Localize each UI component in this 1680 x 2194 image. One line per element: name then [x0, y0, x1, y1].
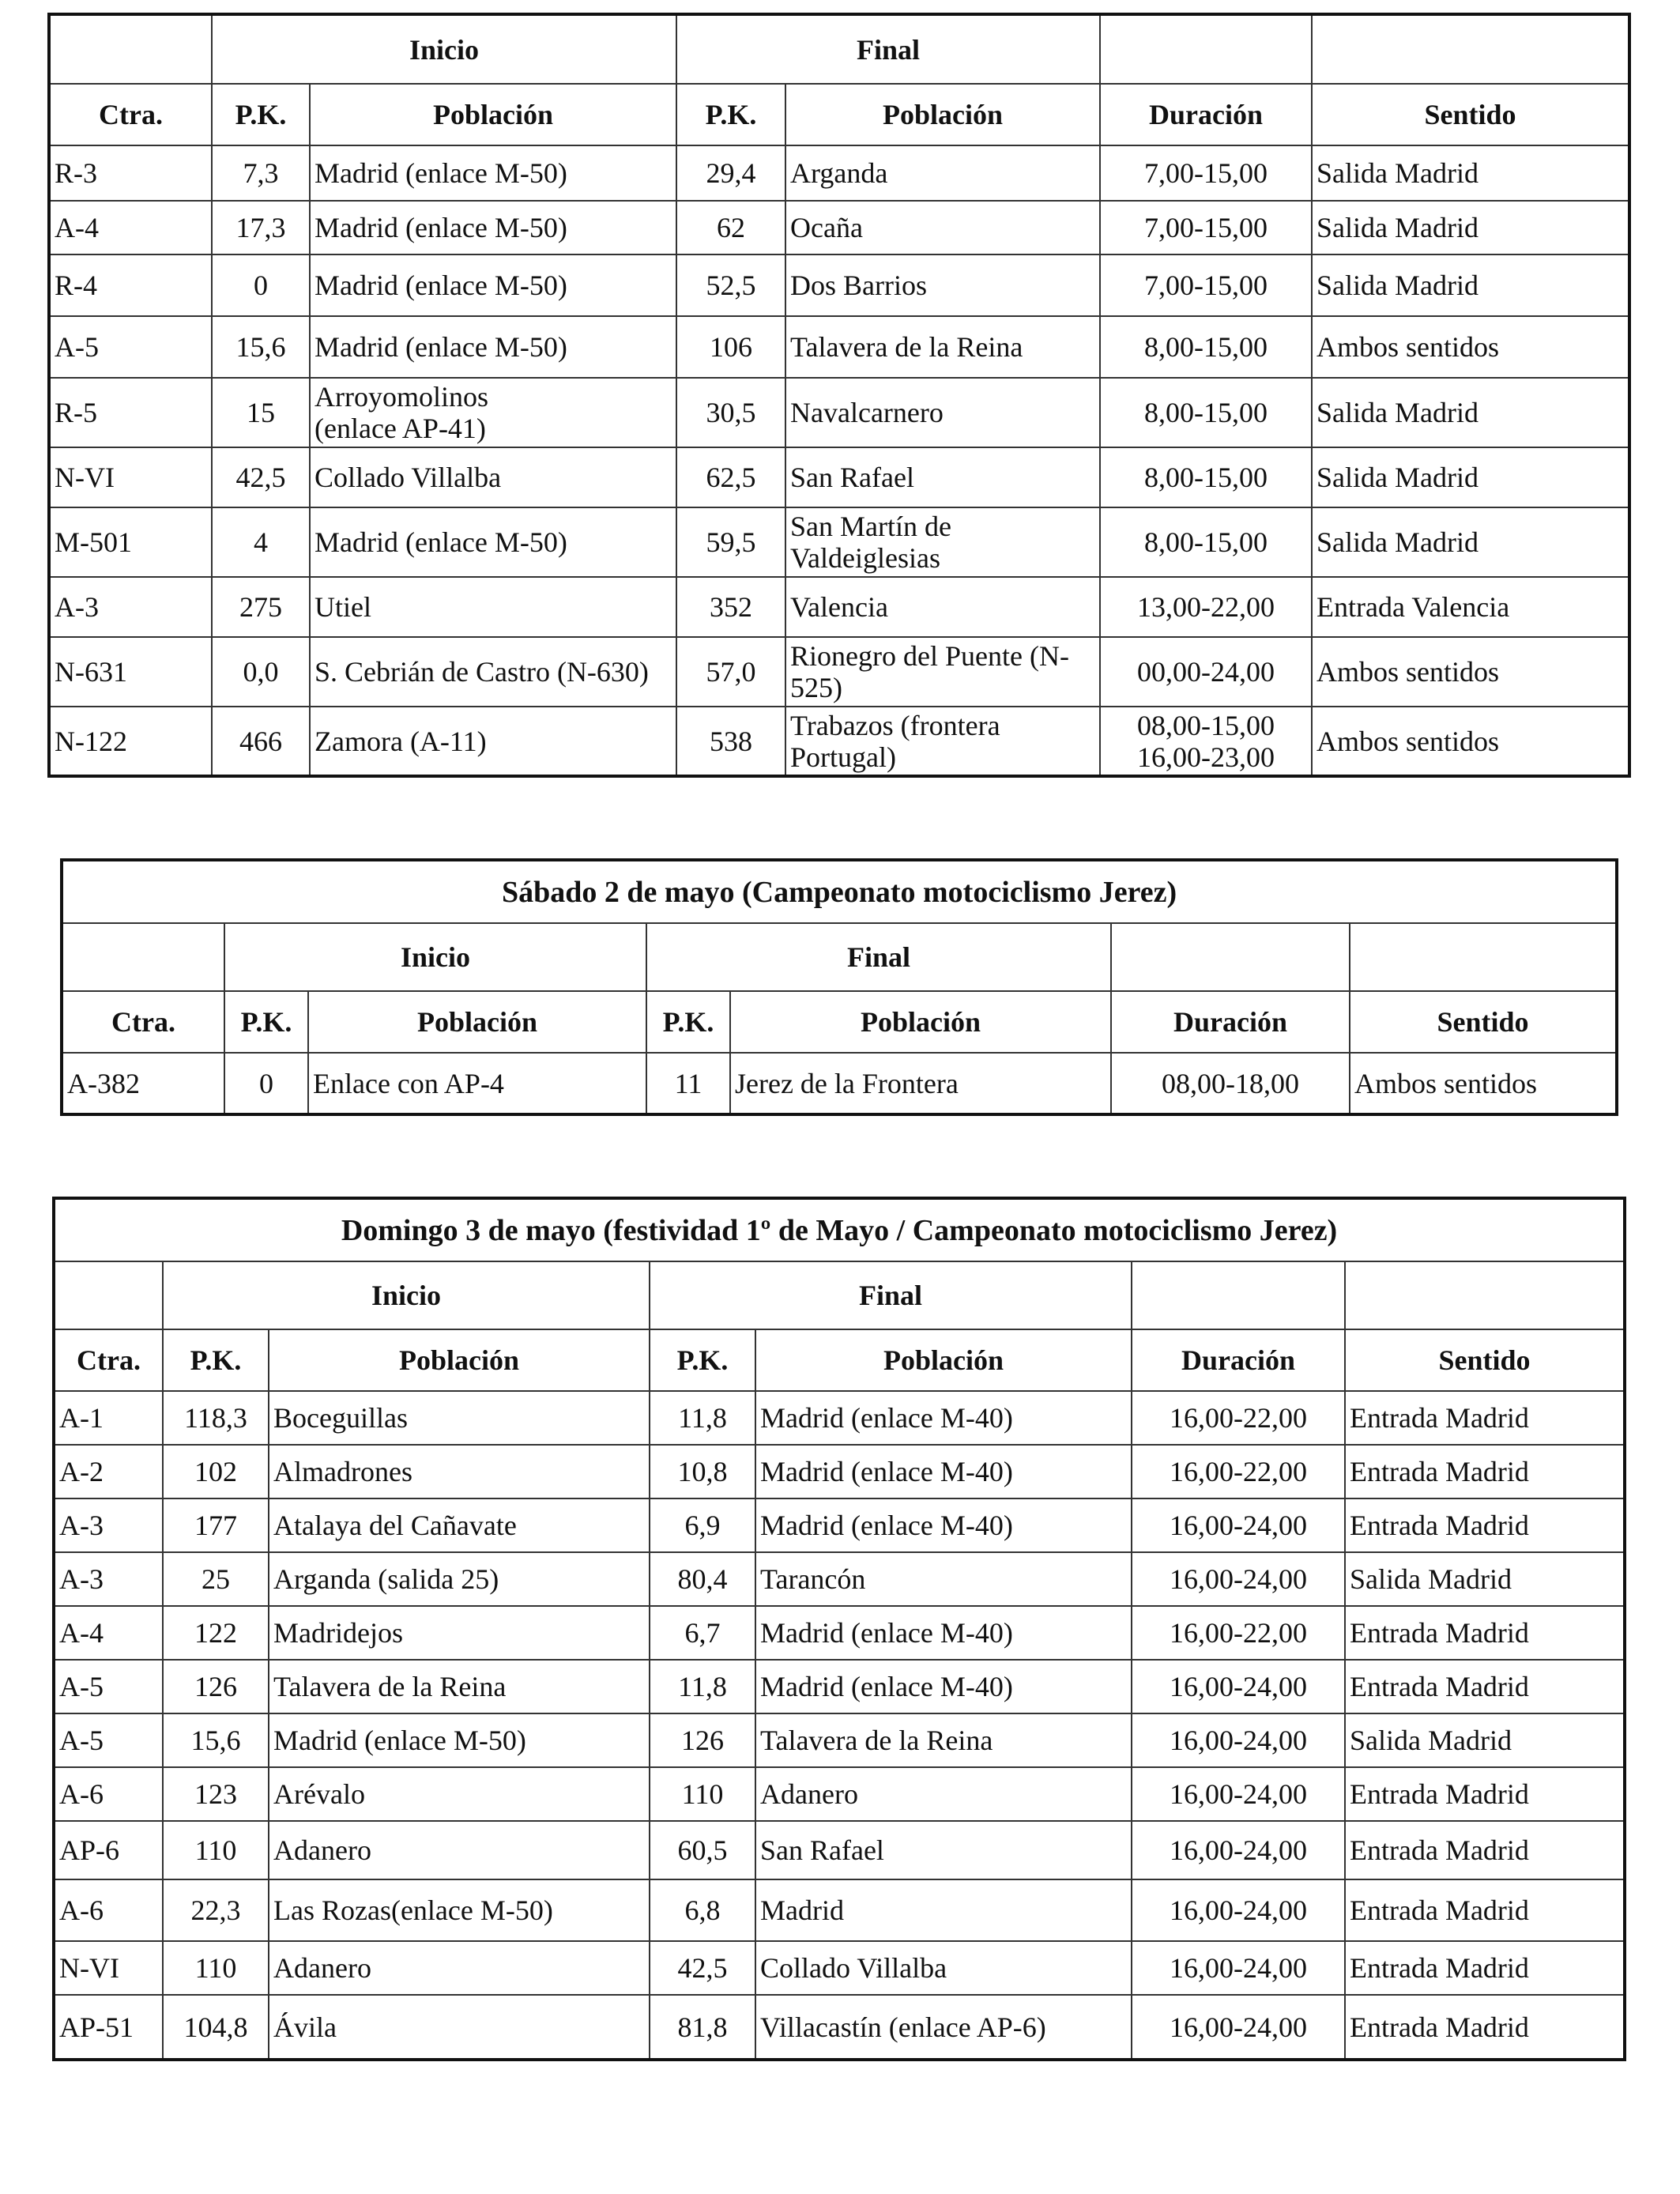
pk-inicio-cell: 466 — [212, 707, 310, 776]
poblacion-inicio-header: Población — [308, 991, 646, 1053]
empty-header-cell — [1345, 1261, 1625, 1329]
pk-final-cell: 60,5 — [650, 1821, 755, 1879]
table-2-title: Sábado 2 de mayo (Campeonato motociclismo Jerez) — [62, 860, 1617, 923]
sentido-cell: Ambos sentidos — [1312, 707, 1629, 776]
duracion-cell: 7,00-15,00 — [1100, 254, 1312, 316]
sentido-header: Sentido — [1350, 991, 1617, 1053]
duracion-cell: 16,00-22,00 — [1132, 1391, 1345, 1445]
pk-final-cell: 6,8 — [650, 1879, 755, 1941]
restrictions-table-3 — [52, 1197, 1626, 2061]
ctra-cell: A-3 — [54, 1498, 163, 1552]
pk-final-cell: 57,0 — [676, 637, 785, 707]
ctra-cell: R-5 — [49, 378, 212, 447]
sentido-cell: Entrada Madrid — [1345, 1879, 1625, 1941]
sentido-cell: Entrada Madrid — [1345, 1498, 1625, 1552]
duracion-cell: 16,00-24,00 — [1132, 1995, 1345, 2060]
ctra-cell: A-5 — [54, 1660, 163, 1713]
group-header-row — [49, 14, 1629, 84]
empty-header-cell — [1350, 923, 1617, 991]
poblacion-inicio-cell: Madrid (enlace M-50) — [310, 201, 676, 254]
poblacion-final-cell: Adanero — [755, 1767, 1132, 1821]
empty-header-cell — [1100, 14, 1312, 84]
ctra-cell: R-4 — [49, 254, 212, 316]
sentido-cell: Salida Madrid — [1312, 201, 1629, 254]
title-row — [62, 860, 1617, 923]
pk-inicio-cell: 22,3 — [163, 1879, 269, 1941]
pk-final-cell: 59,5 — [676, 507, 785, 577]
sentido-cell: Entrada Madrid — [1345, 1995, 1625, 2060]
poblacion-final-cell: Rionegro del Puente (N- 525) — [785, 637, 1100, 707]
ctra-header: Ctra. — [54, 1329, 163, 1391]
duracion-cell: 13,00-22,00 — [1100, 577, 1312, 637]
ctra-cell: AP-6 — [54, 1821, 163, 1879]
empty-header-cell — [1132, 1261, 1345, 1329]
empty-header-cell — [1111, 923, 1350, 991]
table-row — [49, 316, 1629, 378]
poblacion-inicio-cell: Collado Villalba — [310, 447, 676, 507]
duracion-cell: 16,00-24,00 — [1132, 1821, 1345, 1879]
final-header: Final — [646, 923, 1111, 991]
pk-inicio-cell: 126 — [163, 1660, 269, 1713]
table-row — [49, 507, 1629, 577]
table-row — [54, 1941, 1625, 1995]
pk-inicio-cell: 25 — [163, 1552, 269, 1606]
pk-final-cell: 11 — [646, 1053, 730, 1114]
table-row — [49, 145, 1629, 201]
poblacion-final-cell: Madrid (enlace M-40) — [755, 1606, 1132, 1660]
pk-inicio-cell: 118,3 — [163, 1391, 269, 1445]
table-row — [54, 1879, 1625, 1941]
ctra-cell: A-5 — [49, 316, 212, 378]
final-header: Final — [676, 14, 1100, 84]
pk-inicio-cell: 123 — [163, 1767, 269, 1821]
ctra-cell: N-VI — [49, 447, 212, 507]
poblacion-final-header: Población — [755, 1329, 1132, 1391]
sentido-cell: Salida Madrid — [1345, 1552, 1625, 1606]
sentido-cell: Salida Madrid — [1312, 507, 1629, 577]
pk-inicio-cell: 0 — [224, 1053, 308, 1114]
duracion-cell: 16,00-24,00 — [1132, 1498, 1345, 1552]
table-row — [54, 1606, 1625, 1660]
duracion-cell: 8,00-15,00 — [1100, 507, 1312, 577]
poblacion-inicio-cell: Atalaya del Cañavate — [269, 1498, 650, 1552]
poblacion-inicio-cell: Madrid (enlace M-50) — [310, 316, 676, 378]
ctra-cell: A-4 — [49, 201, 212, 254]
poblacion-final-cell: Talavera de la Reina — [785, 316, 1100, 378]
ctra-cell: A-6 — [54, 1879, 163, 1941]
ctra-cell: A-3 — [54, 1552, 163, 1606]
table-row — [54, 1767, 1625, 1821]
pk-inicio-cell: 0,0 — [212, 637, 310, 707]
pk-inicio-cell: 110 — [163, 1821, 269, 1879]
final-header: Final — [650, 1261, 1132, 1329]
poblacion-inicio-cell: Madrid (enlace M-50) — [269, 1713, 650, 1767]
duracion-cell: 00,00-24,00 — [1100, 637, 1312, 707]
duracion-cell: 16,00-22,00 — [1132, 1445, 1345, 1498]
ctra-cell: A-4 — [54, 1606, 163, 1660]
empty-header-cell — [1312, 14, 1629, 84]
sentido-header: Sentido — [1345, 1329, 1625, 1391]
pk-final-cell: 11,8 — [650, 1391, 755, 1445]
column-header-row — [62, 991, 1617, 1053]
duracion-cell: 8,00-15,00 — [1100, 316, 1312, 378]
poblacion-inicio-cell: S. Cebrián de Castro (N-630) — [310, 637, 676, 707]
pk-final-header: P.K. — [676, 84, 785, 145]
poblacion-final-cell: Villacastín (enlace AP-6) — [755, 1995, 1132, 2060]
pk-final-header: P.K. — [646, 991, 730, 1053]
table-row — [49, 577, 1629, 637]
poblacion-final-cell: Dos Barrios — [785, 254, 1100, 316]
sentido-cell: Entrada Madrid — [1345, 1821, 1625, 1879]
pk-inicio-cell: 110 — [163, 1941, 269, 1995]
table-row — [62, 1053, 1617, 1114]
poblacion-final-cell: Talavera de la Reina — [755, 1713, 1132, 1767]
table-row — [54, 1498, 1625, 1552]
duracion-cell: 16,00-24,00 — [1132, 1767, 1345, 1821]
duracion-cell: 16,00-24,00 — [1132, 1941, 1345, 1995]
poblacion-inicio-cell: Arganda (salida 25) — [269, 1552, 650, 1606]
pk-final-header: P.K. — [650, 1329, 755, 1391]
poblacion-final-cell: Madrid (enlace M-40) — [755, 1445, 1132, 1498]
pk-inicio-cell: 122 — [163, 1606, 269, 1660]
table-row — [54, 1391, 1625, 1445]
pk-final-cell: 29,4 — [676, 145, 785, 201]
group-header-row — [54, 1261, 1625, 1329]
poblacion-inicio-cell: Utiel — [310, 577, 676, 637]
ctra-cell: AP-51 — [54, 1995, 163, 2060]
ctra-header: Ctra. — [62, 991, 224, 1053]
pk-final-cell: 42,5 — [650, 1941, 755, 1995]
pk-inicio-cell: 15,6 — [163, 1713, 269, 1767]
pk-final-cell: 110 — [650, 1767, 755, 1821]
ctra-cell: A-382 — [62, 1053, 224, 1114]
duracion-cell: 7,00-15,00 — [1100, 201, 1312, 254]
pk-inicio-cell: 7,3 — [212, 145, 310, 201]
sentido-cell: Entrada Madrid — [1345, 1767, 1625, 1821]
duracion-cell: 8,00-15,00 — [1100, 378, 1312, 447]
table-1-body — [49, 14, 1629, 776]
poblacion-final-cell: Madrid (enlace M-40) — [755, 1391, 1132, 1445]
column-header-row — [49, 84, 1629, 145]
poblacion-final-cell: Madrid (enlace M-40) — [755, 1660, 1132, 1713]
pk-inicio-cell: 15 — [212, 378, 310, 447]
poblacion-inicio-cell: Adanero — [269, 1941, 650, 1995]
poblacion-inicio-cell: Arévalo — [269, 1767, 650, 1821]
table-row — [54, 1445, 1625, 1498]
ctra-cell: N-122 — [49, 707, 212, 776]
poblacion-final-cell: Collado Villalba — [755, 1941, 1132, 1995]
poblacion-final-cell: Tarancón — [755, 1552, 1132, 1606]
pk-inicio-cell: 0 — [212, 254, 310, 316]
sentido-cell: Ambos sentidos — [1350, 1053, 1617, 1114]
poblacion-inicio-header: Población — [310, 84, 676, 145]
sentido-cell: Salida Madrid — [1312, 447, 1629, 507]
restrictions-table-1 — [47, 13, 1631, 778]
inicio-header: Inicio — [224, 923, 646, 991]
poblacion-final-cell: Arganda — [785, 145, 1100, 201]
table-3-body — [54, 1198, 1625, 2060]
ctra-cell: A-5 — [54, 1713, 163, 1767]
sentido-cell: Salida Madrid — [1312, 254, 1629, 316]
pk-inicio-cell: 15,6 — [212, 316, 310, 378]
pk-inicio-cell: 102 — [163, 1445, 269, 1498]
empty-header-cell — [54, 1261, 163, 1329]
poblacion-inicio-cell: Almadrones — [269, 1445, 650, 1498]
pk-final-cell: 10,8 — [650, 1445, 755, 1498]
ctra-cell: M-501 — [49, 507, 212, 577]
poblacion-inicio-cell: Zamora (A-11) — [310, 707, 676, 776]
pk-inicio-cell: 4 — [212, 507, 310, 577]
poblacion-inicio-cell: Madrid (enlace M-50) — [310, 254, 676, 316]
poblacion-inicio-header: Población — [269, 1329, 650, 1391]
column-header-row — [54, 1329, 1625, 1391]
table-row — [49, 378, 1629, 447]
poblacion-final-cell: San Martín de Valdeiglesias — [785, 507, 1100, 577]
pk-final-cell: 52,5 — [676, 254, 785, 316]
group-header-row — [62, 923, 1617, 991]
sentido-cell: Entrada Valencia — [1312, 577, 1629, 637]
table-row — [54, 1995, 1625, 2060]
ctra-cell: A-1 — [54, 1391, 163, 1445]
pk-inicio-cell: 275 — [212, 577, 310, 637]
ctra-cell: A-2 — [54, 1445, 163, 1498]
pk-inicio-cell: 104,8 — [163, 1995, 269, 2060]
table-row — [49, 201, 1629, 254]
poblacion-final-cell: Navalcarnero — [785, 378, 1100, 447]
sentido-cell: Entrada Madrid — [1345, 1660, 1625, 1713]
pk-final-cell: 30,5 — [676, 378, 785, 447]
duracion-cell: 16,00-24,00 — [1132, 1713, 1345, 1767]
duracion-cell: 16,00-24,00 — [1132, 1879, 1345, 1941]
table-row — [54, 1660, 1625, 1713]
pk-final-cell: 80,4 — [650, 1552, 755, 1606]
table-row — [54, 1552, 1625, 1606]
poblacion-final-cell: Trabazos (frontera Portugal) — [785, 707, 1100, 776]
empty-header-cell — [49, 14, 212, 84]
pk-inicio-cell: 177 — [163, 1498, 269, 1552]
table-row — [49, 447, 1629, 507]
table-row — [49, 637, 1629, 707]
poblacion-inicio-cell: Arroyomolinos (enlace AP-41) — [310, 378, 676, 447]
poblacion-inicio-cell: Adanero — [269, 1821, 650, 1879]
sentido-cell: Ambos sentidos — [1312, 637, 1629, 707]
inicio-header: Inicio — [163, 1261, 650, 1329]
sentido-cell: Salida Madrid — [1345, 1713, 1625, 1767]
sentido-cell: Entrada Madrid — [1345, 1445, 1625, 1498]
pk-final-cell: 106 — [676, 316, 785, 378]
poblacion-inicio-cell: Ávila — [269, 1995, 650, 2060]
pk-inicio-header: P.K. — [212, 84, 310, 145]
duracion-cell: 16,00-24,00 — [1132, 1660, 1345, 1713]
sentido-cell: Entrada Madrid — [1345, 1941, 1625, 1995]
pk-final-cell: 81,8 — [650, 1995, 755, 2060]
table-row — [49, 254, 1629, 316]
duracion-header: Duración — [1111, 991, 1350, 1053]
pk-final-cell: 11,8 — [650, 1660, 755, 1713]
poblacion-inicio-cell: Madrid (enlace M-50) — [310, 145, 676, 201]
poblacion-inicio-cell: Enlace con AP-4 — [308, 1053, 646, 1114]
duracion-cell: 08,00-18,00 — [1111, 1053, 1350, 1114]
pk-final-cell: 352 — [676, 577, 785, 637]
poblacion-final-cell: Ocaña — [785, 201, 1100, 254]
poblacion-inicio-cell: Boceguillas — [269, 1391, 650, 1445]
ctra-cell: A-6 — [54, 1767, 163, 1821]
poblacion-final-header: Población — [730, 991, 1111, 1053]
duracion-cell: 16,00-22,00 — [1132, 1606, 1345, 1660]
pk-final-cell: 6,7 — [650, 1606, 755, 1660]
sentido-cell: Entrada Madrid — [1345, 1391, 1625, 1445]
poblacion-inicio-cell: Las Rozas(enlace M-50) — [269, 1879, 650, 1941]
pk-final-cell: 126 — [650, 1713, 755, 1767]
duracion-cell: 16,00-24,00 — [1132, 1552, 1345, 1606]
duracion-header: Duración — [1132, 1329, 1345, 1391]
ctra-cell: A-3 — [49, 577, 212, 637]
table-3-title: Domingo 3 de mayo (festividad 1º de Mayo / Campeonato motociclismo Jerez) — [54, 1198, 1625, 1261]
duracion-cell: 08,00-15,00 16,00-23,00 — [1100, 707, 1312, 776]
pk-inicio-header: P.K. — [163, 1329, 269, 1391]
sentido-cell: Salida Madrid — [1312, 378, 1629, 447]
duracion-cell: 7,00-15,00 — [1100, 145, 1312, 201]
inicio-header: Inicio — [212, 14, 676, 84]
ctra-cell: R-3 — [49, 145, 212, 201]
table-row — [54, 1821, 1625, 1879]
sentido-header: Sentido — [1312, 84, 1629, 145]
ctra-header: Ctra. — [49, 84, 212, 145]
sentido-cell: Salida Madrid — [1312, 145, 1629, 201]
duracion-header: Duración — [1100, 84, 1312, 145]
pk-final-cell: 62 — [676, 201, 785, 254]
pk-inicio-header: P.K. — [224, 991, 308, 1053]
poblacion-final-cell: San Rafael — [785, 447, 1100, 507]
ctra-cell: N-VI — [54, 1941, 163, 1995]
table-row — [49, 707, 1629, 776]
title-row — [54, 1198, 1625, 1261]
poblacion-final-cell: Jerez de la Frontera — [730, 1053, 1111, 1114]
pk-final-cell: 6,9 — [650, 1498, 755, 1552]
table-row — [54, 1713, 1625, 1767]
poblacion-inicio-cell: Talavera de la Reina — [269, 1660, 650, 1713]
poblacion-final-cell: San Rafael — [755, 1821, 1132, 1879]
table-2-body — [62, 860, 1617, 1114]
poblacion-inicio-cell: Madridejos — [269, 1606, 650, 1660]
pk-inicio-cell: 42,5 — [212, 447, 310, 507]
empty-header-cell — [62, 923, 224, 991]
poblacion-final-cell: Madrid (enlace M-40) — [755, 1498, 1132, 1552]
pk-inicio-cell: 17,3 — [212, 201, 310, 254]
poblacion-inicio-cell: Madrid (enlace M-50) — [310, 507, 676, 577]
sentido-cell: Entrada Madrid — [1345, 1606, 1625, 1660]
poblacion-final-header: Población — [785, 84, 1100, 145]
restrictions-table-2 — [60, 858, 1618, 1116]
pk-final-cell: 538 — [676, 707, 785, 776]
poblacion-final-cell: Madrid — [755, 1879, 1132, 1941]
ctra-cell: N-631 — [49, 637, 212, 707]
duracion-cell: 8,00-15,00 — [1100, 447, 1312, 507]
poblacion-final-cell: Valencia — [785, 577, 1100, 637]
sentido-cell: Ambos sentidos — [1312, 316, 1629, 378]
pk-final-cell: 62,5 — [676, 447, 785, 507]
